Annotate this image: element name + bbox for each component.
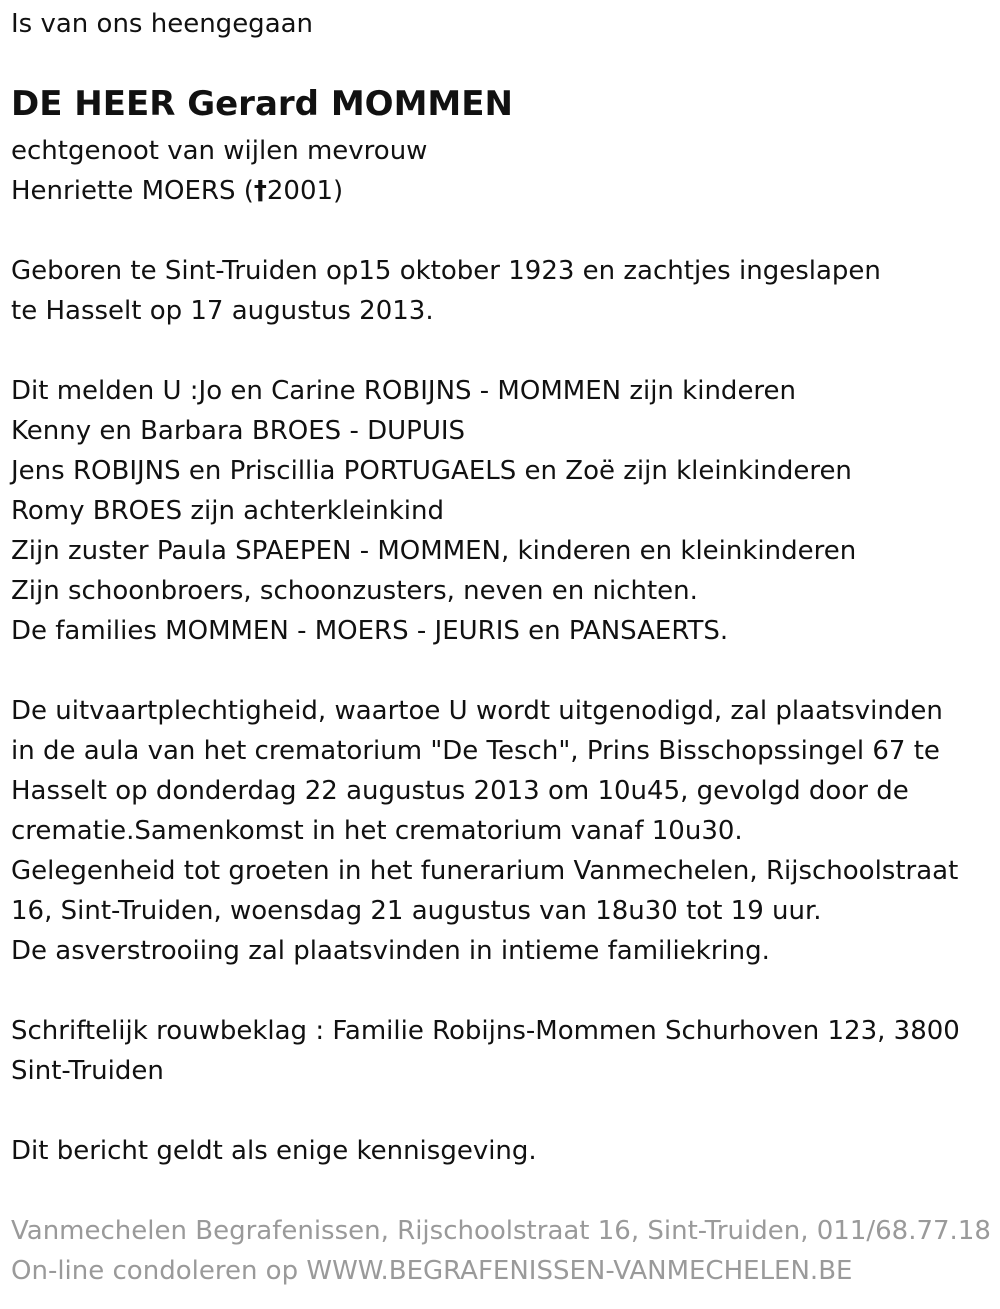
family-line: Jens ROBIJNS en Priscillia PORTUGAELS en Zoë zijn kleinkinderen (11, 456, 852, 486)
birth-block (11, 251, 996, 331)
family-line: Zijn schoonbroers, schoonzusters, neven en nichten. (11, 576, 698, 606)
notice-block (11, 1131, 996, 1171)
condolence-block (11, 1011, 996, 1091)
family-line: De families MOMMEN - MOERS - JEURIS en PANSAERTS. (11, 616, 729, 646)
birth-line: Geboren te Sint-Truiden op15 oktober 1923 en zachtjes ingeslapen (11, 256, 881, 286)
condolence-line: Schriftelijk rouwbeklag : Familie Robijns-Mommen Schurhoven 123, 3800 (11, 1016, 960, 1046)
online-condolence-link[interactable]: On-line condoleren op WWW.BEGRAFENISSEN-VANMECHELEN.BE (11, 1256, 853, 1286)
ceremony-line: De uitvaartplechtigheid, waartoe U wordt uitgenodigd, zal plaatsvinden (11, 696, 943, 726)
intro-text: Is van ons heengegaan (11, 9, 314, 39)
obituary-notice (11, 0, 996, 1291)
ceremony-line: De asverstrooiing zal plaatsvinden in intieme familiekring. (11, 936, 770, 966)
birth-line: te Hasselt op 17 augustus 2013. (11, 296, 434, 326)
ceremony-block (11, 691, 996, 971)
ceremony-line: in de aula van het crematorium "De Tesch", Prins Bisschopssingel 67 te (11, 736, 940, 766)
family-block (11, 371, 996, 651)
deceased-name: DE HEER Gerard MOMMEN (11, 84, 513, 124)
spouse-name: Henriette MOERS ( (11, 176, 254, 206)
family-line: Zijn zuster Paula SPAEPEN - MOMMEN, kinderen en kleinkinderen (11, 536, 857, 566)
funeral-home-footer (11, 1211, 996, 1291)
spouse-block (11, 131, 996, 211)
ceremony-line: crematie.Samenkomst in het crematorium vanaf 10u30. (11, 816, 743, 846)
ceremony-line: 16, Sint-Truiden, woensdag 21 augustus van 18u30 tot 19 uur. (11, 896, 822, 926)
family-line: Dit melden U :Jo en Carine ROBIJNS - MOMMEN zijn kinderen (11, 376, 797, 406)
ceremony-line: Gelegenheid tot groeten in het funerarium Vanmechelen, Rijschoolstraat (11, 856, 959, 886)
spouse-line-1: echtgenoot van wijlen mevrouw (11, 136, 428, 166)
family-line: Kenny en Barbara BROES - DUPUIS (11, 416, 466, 446)
cross-icon: † (253, 176, 267, 206)
funeral-home-address: Vanmechelen Begrafenissen, Rijschoolstraat 16, Sint-Truiden, 011/68.77.18 (11, 1216, 991, 1246)
condolence-line: Sint-Truiden (11, 1056, 164, 1086)
ceremony-line: Hasselt op donderdag 22 augustus 2013 om 10u45, gevolgd door de (11, 776, 909, 806)
family-line: Romy BROES zijn achterkleinkind (11, 496, 445, 526)
spouse-death-year: 2001) (266, 176, 344, 206)
spouse-line-2 (11, 171, 996, 211)
notice-text: Dit bericht geldt als enige kennisgeving. (11, 1136, 537, 1166)
